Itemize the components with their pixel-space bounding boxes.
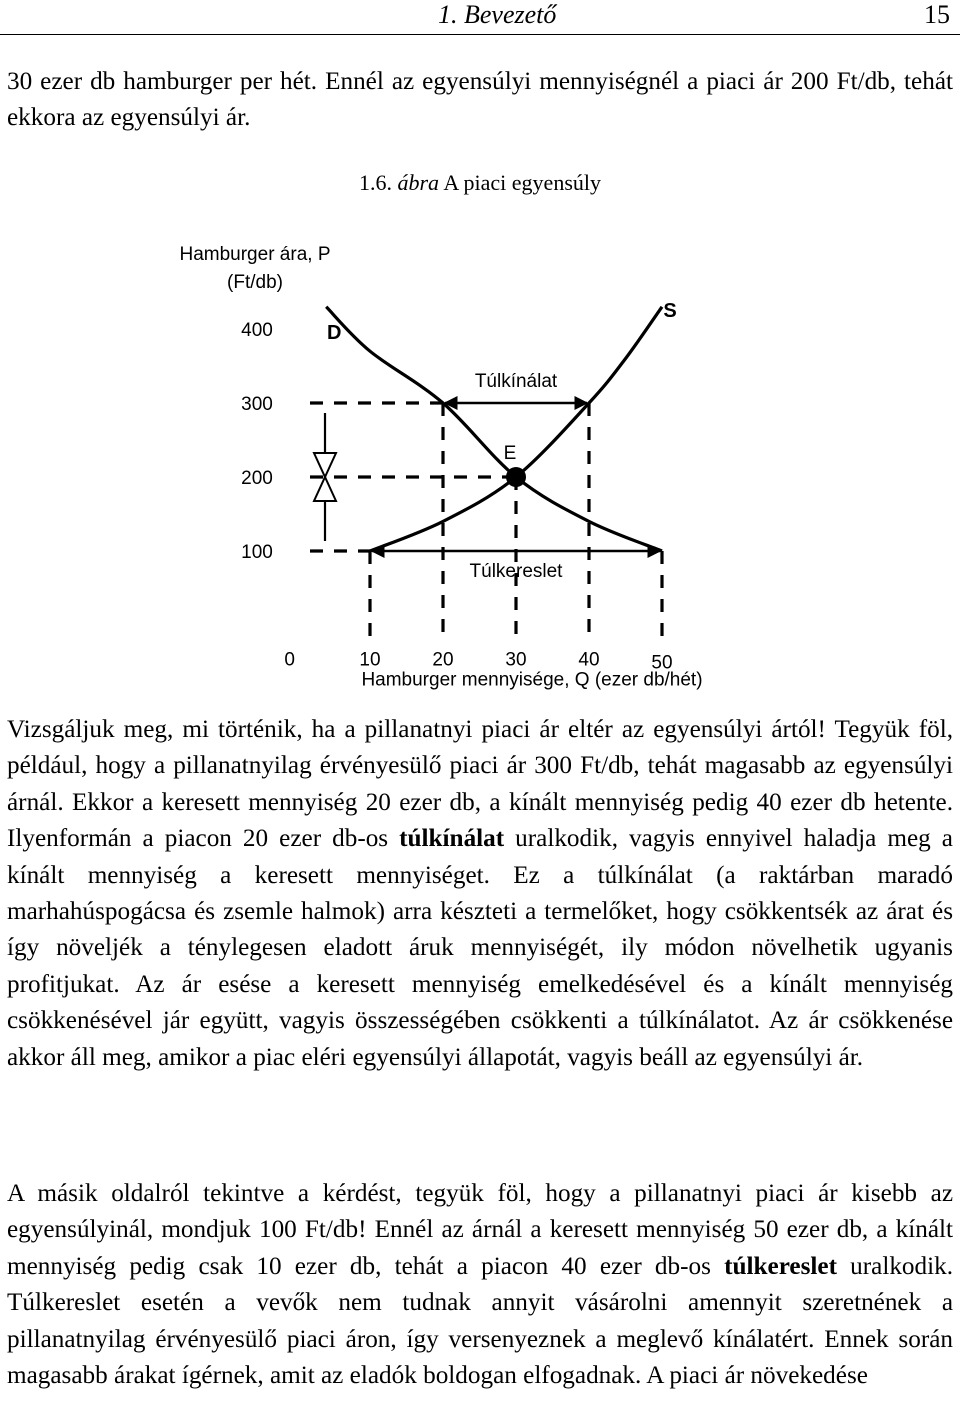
x-tick-label: 30 [505,649,527,671]
origin-label: 0 [284,649,295,671]
text-segment: uralkodik. Túlkereslet esetén a vevők nem tudnak annyit vásárolni amennyit szeretnének a pillanatnyilag érvényesülő piaci áron, így versenyeznek a meglevő kínálatért. Ennek során magasabb árakat ígérnek, amit az eladók boldogan elfogadnak. A piaci ár növekedése [7,1252,953,1390]
y-axis-label-line2: (Ft/db) [227,272,283,293]
text-segment: 30 ezer db hamburger per hét. Ennél az egyensúlyi mennyiségnél a piaci ár 200 Ft/db, tehát ekkora az egyensúlyi ár. [7,68,953,132]
x-tick-label: 10 [359,649,381,671]
page-header [0,0,960,35]
text-segment: A másik oldalról tekintve a kérdést, tegyük föl, hogy a pillanatnyi piaci ár kisebb az egyensúlyinál, mondjuk 100 Ft/db! Ennél az árnál a keresett mennyiség 50 ezer db, a kínált mennyiség pedig csak 10 ezer db, tehát a piacon 40 ezer db-os [7,1180,953,1280]
figure-word: ábra [397,170,440,195]
y-tick-label: 300 [241,394,273,415]
equilibrium-point [506,467,526,487]
y-axis-label-line1: Hamburger ára, P [179,244,331,265]
bold-term: túlkínálat [399,825,505,853]
figure-number: 1.6. [359,170,392,195]
x-tick-label: 20 [432,649,454,671]
demand-curve-label: D [326,321,342,344]
section-title: 1. Bevezető [438,0,557,29]
market-equilibrium-chart [0,230,960,690]
page-number: 15 [924,0,950,29]
paragraph-surplus [7,712,953,1076]
surplus-label: Túlkínálat [474,371,558,392]
price-rise-arrow [314,477,336,501]
shortage-label: Túlkereslet [469,561,563,582]
paragraph-intro [7,64,953,137]
curve-S [370,307,662,551]
y-tick-label: 200 [241,468,273,489]
curve-D [326,307,662,551]
equilibrium-label: E [503,443,517,464]
bold-term: túlkereslet [724,1252,837,1280]
text-segment: Vizsgáljuk meg, mi történik, ha a pillanatnyi piaci ár eltér az egyensúlyi ártól! Tegyük föl, például, hogy a pillanatnyilag érvényesülő piaci ár 300 Ft/db, tehát magasabb az egyensúlyi árnál. Ekkor a keresett mennyiség 20 ezer db, a kínált mennyiség pedig 40 ezer db hetente. Ilyenformán a piacon 20 ezer db-os [7,716,953,853]
paragraph-shortage [7,1176,953,1394]
supply-curve-label: S [663,299,677,322]
x-tick-label: 40 [578,649,600,671]
x-axis-label: Hamburger mennyisége, Q (ezer db/hét) [361,669,703,690]
x-tick-label: 50 [651,652,673,674]
y-tick-label: 400 [241,320,273,341]
text-segment: uralkodik, vagyis ennyivel haladja meg a kínált mennyiség a keresett mennyiséget. Ez a túlkínálat (a raktárban maradó marhahúspogácsa és zsemle halmok) arra készteti a termelőket, hogy csökkentsék az árat és így növeljék a ténylegesen eladott áruk mennyiségét, ily módon növelhetik ugyanis profitjukat. Az ár esése a keresett mennyiség emelkedésével és a kínált mennyiség csökkenésével jár együtt, vagyis összességében csökkenti a túlkínálatot. Az ár csökkenése akkor áll meg, amikor a piac eléri egyensúlyi állapotát, vagyis beáll az egyensúlyi ár. [7,825,953,1071]
y-tick-label: 100 [241,542,273,563]
price-fall-arrow [314,453,336,477]
figure-caption [0,170,960,196]
figure-title: A piaci egyensúly [443,170,601,195]
